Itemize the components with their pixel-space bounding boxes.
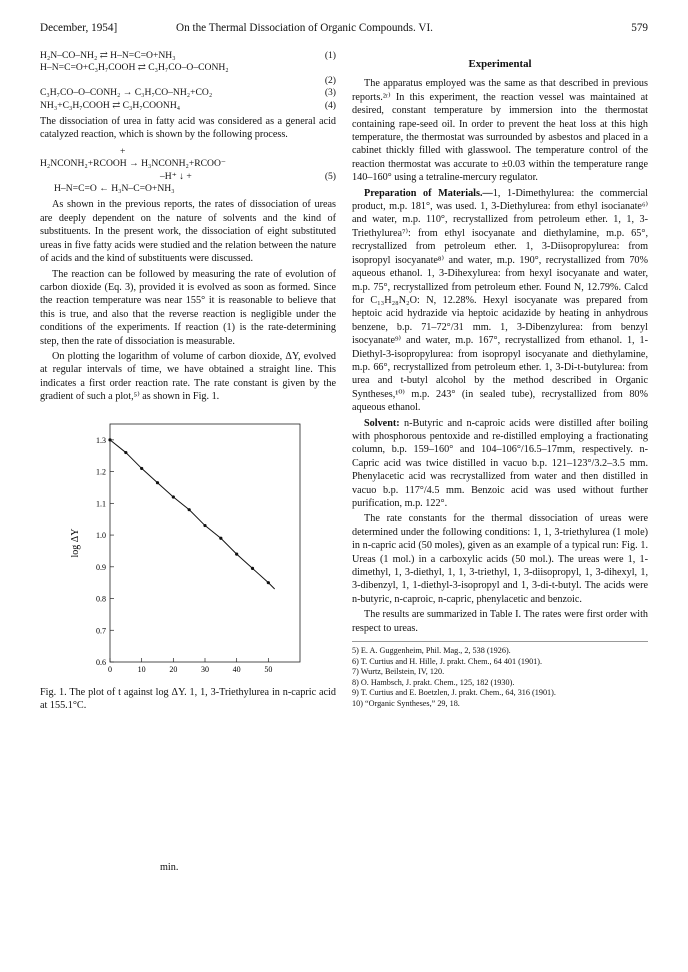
reference-item: 6) T. Curtius and H. Hille, J. prakt. Chem., 64 401 (1901).	[352, 656, 543, 666]
x-tick-label: 10	[137, 664, 146, 674]
y-tick-label: 0.9	[96, 562, 106, 572]
y-tick-label: 1.0	[96, 530, 106, 540]
data-point	[156, 481, 159, 484]
data-point	[124, 451, 127, 454]
data-point	[140, 466, 143, 469]
header-date: December, 1954]	[40, 22, 118, 34]
paragraph: The dissociation of urea in fatty acid was considered as a general acid catalyzed reaction, which is shown by the following process.	[40, 116, 336, 141]
equation-5-number: (5)	[324, 170, 336, 182]
y-tick-label: 0.8	[96, 594, 106, 604]
equation-3-number: (3)	[324, 87, 336, 99]
y-tick-label: 1.1	[96, 498, 106, 508]
paragraph: The apparatus employed was the same as that described in previous reports.²ʳ⁾ In this experiment, the reaction vessel was maintained at desired, constant temperature by immersion into the thermostat containing rape-seed oil. In order to prevent the heat loss at this high temperature, the thermostat was surrounded by asbestos and placed in a cabinet thickly filled with glasswool. The temperature control of the reaction thermostat was accurate to ±0.03 within the temperature range 140–160° using a tetraline-mercury regulator.	[352, 78, 648, 184]
paragraph: The rate constants for the thermal dissociation of ureas were determined under the following conditions: 1, 1, 3-triethylurea (1 mole) in n-capric acid (50 moles), given as an example of a typical run: Fig. 1. Ureas (1 mol.) in a carboxylic acids (50 mol.). The ureas were 1, 1-dimethyl, 1, 3-diethyl, 1, 1, 3-triethyl, 1, 3-diisopropyl, 1, 3-dihexyl, 1, 3-dibenzyl, 1, 1-diethyl-3-isopropyl and 1, 3-di-t-butyl. The acids were n-butyric, n-caproic, n-capric, phenylacetic and benzoic.	[352, 513, 648, 605]
figure-1-chart	[40, 414, 336, 682]
x-axis-label: min.	[160, 862, 179, 873]
reference-item: 5) E. A. Guggenheim, Phil. Mag., 2, 538 (1926).	[352, 646, 511, 656]
right-column	[352, 50, 648, 710]
running-header	[40, 22, 648, 38]
section-heading: Experimental	[468, 58, 532, 70]
paragraph: As shown in the previous reports, the rates of dissociation of ureas are deeply dependent on the nature of solvents and the kind of substituents. In the present work, the dissociation of eight substituted ureas in five fatty acids were studied and the relation between the nature of acids and the kind of substituents were discussed.	[40, 199, 336, 265]
equation-2-number: (2)	[324, 74, 336, 86]
equation-1: H₂N–CO–NH₂ ⇄ H–N=C=O+NH₃	[40, 50, 176, 61]
page-number: 579	[631, 22, 648, 34]
y-tick-label: 0.7	[96, 625, 106, 635]
data-point	[251, 566, 254, 569]
equation-4-number: (4)	[324, 99, 336, 111]
x-tick-label: 20	[169, 664, 178, 674]
equation-5-step: –H⁺ ↓ +	[160, 170, 192, 182]
y-axis-label: log ΔY	[70, 528, 81, 558]
equation-block	[40, 50, 336, 112]
paragraph: On plotting the logarithm of volume of carbon dioxide, ΔY, evolved at regular intervals of time, we have obtained a straight line. This indicates a first order reaction rate. The rate constant is given by the gradient of such a plot,⁵⁾ as shown in Fig. 1.	[40, 350, 336, 403]
paragraph-preparation	[352, 187, 648, 415]
data-point	[188, 508, 191, 511]
references	[352, 641, 648, 710]
paragraph-solvent	[352, 417, 648, 511]
y-tick-label: 1.2	[96, 467, 106, 477]
solvent-text: n-Butyric and n-caproic acids were distilled after boiling with phosphorous pentoxide and re-distilled employing a fractionating column, b.p. 159–160° and 104–106°/16.5–17mm, respectively. n-Capric acid was twice distilled in vacuo b.p. 121–123°/3.2–3.5 mm. Phenylacetic acid was recrystallized from water and then distilled in vacuo b.p. 117°/4.5 mm. Benzoic acid was used without further purification, m.p. 122°.	[352, 417, 649, 509]
equation-5-product: H–N=C=O ← H₃N–C=O+NH₃	[54, 183, 175, 195]
series-line	[110, 439, 275, 588]
data-point	[267, 581, 270, 584]
chart-svg	[40, 414, 336, 682]
data-point	[219, 536, 222, 539]
reference-item: 9) T. Curtius and E. Boetzlen, J. prakt. Chem., 64, 316 (1901).	[352, 688, 556, 698]
run-in-heading: Preparation of Materials.—	[364, 187, 493, 199]
equation-4: NH₃+C₃H₇COOH ⇄ C₃H₇COONH₄	[40, 99, 181, 111]
x-tick-label: 30	[201, 664, 209, 674]
x-tick-label: 40	[232, 664, 241, 674]
equation-5-charge: +	[120, 145, 126, 157]
paragraph: The results are summarized in Table I. The rates were first order with respect to ureas.	[352, 609, 648, 634]
run-in-heading: Solvent:	[364, 417, 400, 429]
data-point	[203, 524, 206, 527]
equation-2: H–N=C=O+C₃H₇COOH ⇄ C₃H₇CO–O–CONH₂	[40, 62, 229, 74]
header-title: On the Thermal Dissociation of Organic Compounds. VI.	[176, 22, 433, 34]
left-column	[40, 50, 336, 712]
equation-3: C₃H₇CO–O–CONH₂ → C₃H₇CO–NH₂+CO₂	[40, 87, 213, 99]
reference-item: 8) O. Hambsch, J. prakt. Chem., 125, 182 (1930).	[352, 677, 515, 687]
x-tick-label: 50	[264, 664, 273, 674]
plot-frame	[110, 424, 300, 662]
figure-caption: Fig. 1. The plot of t against log ΔY. 1, 1, 3-Triethylurea in n-capric acid at 155.1°C.	[40, 686, 336, 711]
equation-5: H₂NCONH₂+RCOOH → H₃NCONH₂+RCOO⁻	[40, 158, 226, 170]
y-tick-label: 1.3	[96, 435, 106, 445]
reference-item: 10) “Organic Syntheses,” 29, 18.	[352, 699, 460, 709]
equation-1-number: (1)	[324, 50, 336, 61]
equation-5-block	[40, 146, 336, 196]
data-point	[172, 495, 175, 498]
x-tick-label: 0	[108, 664, 112, 674]
preparation-text: 1, 1-Dimethylurea: the commercial product, m.p. 181°, was used. 1, 3-Diethylurea: from ethyl isocianate⁶⁾ and water, m.p. 110°, recrystallized from petroleum ether. 1, 1, 3-Triethylurea⁷⁾: from ethyl isocyanate and diethylamine, m.p. 65°, recrystallized from petroleum ether. 1, 3-Diisopropylurea: from isopropyl isocyanate⁸⁾ and water, m.p. 190°, recrystallized from 70% aqueous ethanol. 1, 3-Dihexylurea: from hexyl isocyanate and water, m.p. 75°, recrystallized from petroleum ether. Found N, 12.79%. Calcd for C₁₃H₂₈N₂O: N, 12.28%. Hexyl isocyanate was prepared from heptoic acid hydrazide via heptoic acidazide by heating in anhydrous benzene, b.p. 71–72°/31 mm. 1, 3-Dibenzylurea: from benzyl isocyanate⁹⁾ and water, m.p. 167°, recrystallized from ethanol. 1, 1-Diethyl-3-isopropylurea: from isopropyl isocyanate and diethylamine, m.p. 66°, recrystallized from petroleum ether. 1, 3-Di-t-butylurea: from urea and t-butyl alcohol by the method described in Organic Syntheses,¹⁰⁾ m.p. 243° (in sealed tube), recrystallized from 80% aqueous ethanol.	[352, 187, 648, 414]
paragraph: The reaction can be followed by measuring the rate of evolution of carbon dioxide (Eq. 3), provided it is evolved as soon as formed. Since the reaction temperature was near 155° it is reasonable to believe that this is true, and also that the reverse reaction is negligible under the conditions of the experiments. If reaction (1) is the rate-determining step, then the rate of dissociation is measurable.	[40, 268, 336, 347]
reference-item: 7) Wurtz, Beilstein, IV, 120.	[352, 667, 445, 677]
data-point	[235, 552, 238, 555]
data-point	[108, 438, 111, 441]
y-tick-label: 0.6	[96, 657, 106, 667]
